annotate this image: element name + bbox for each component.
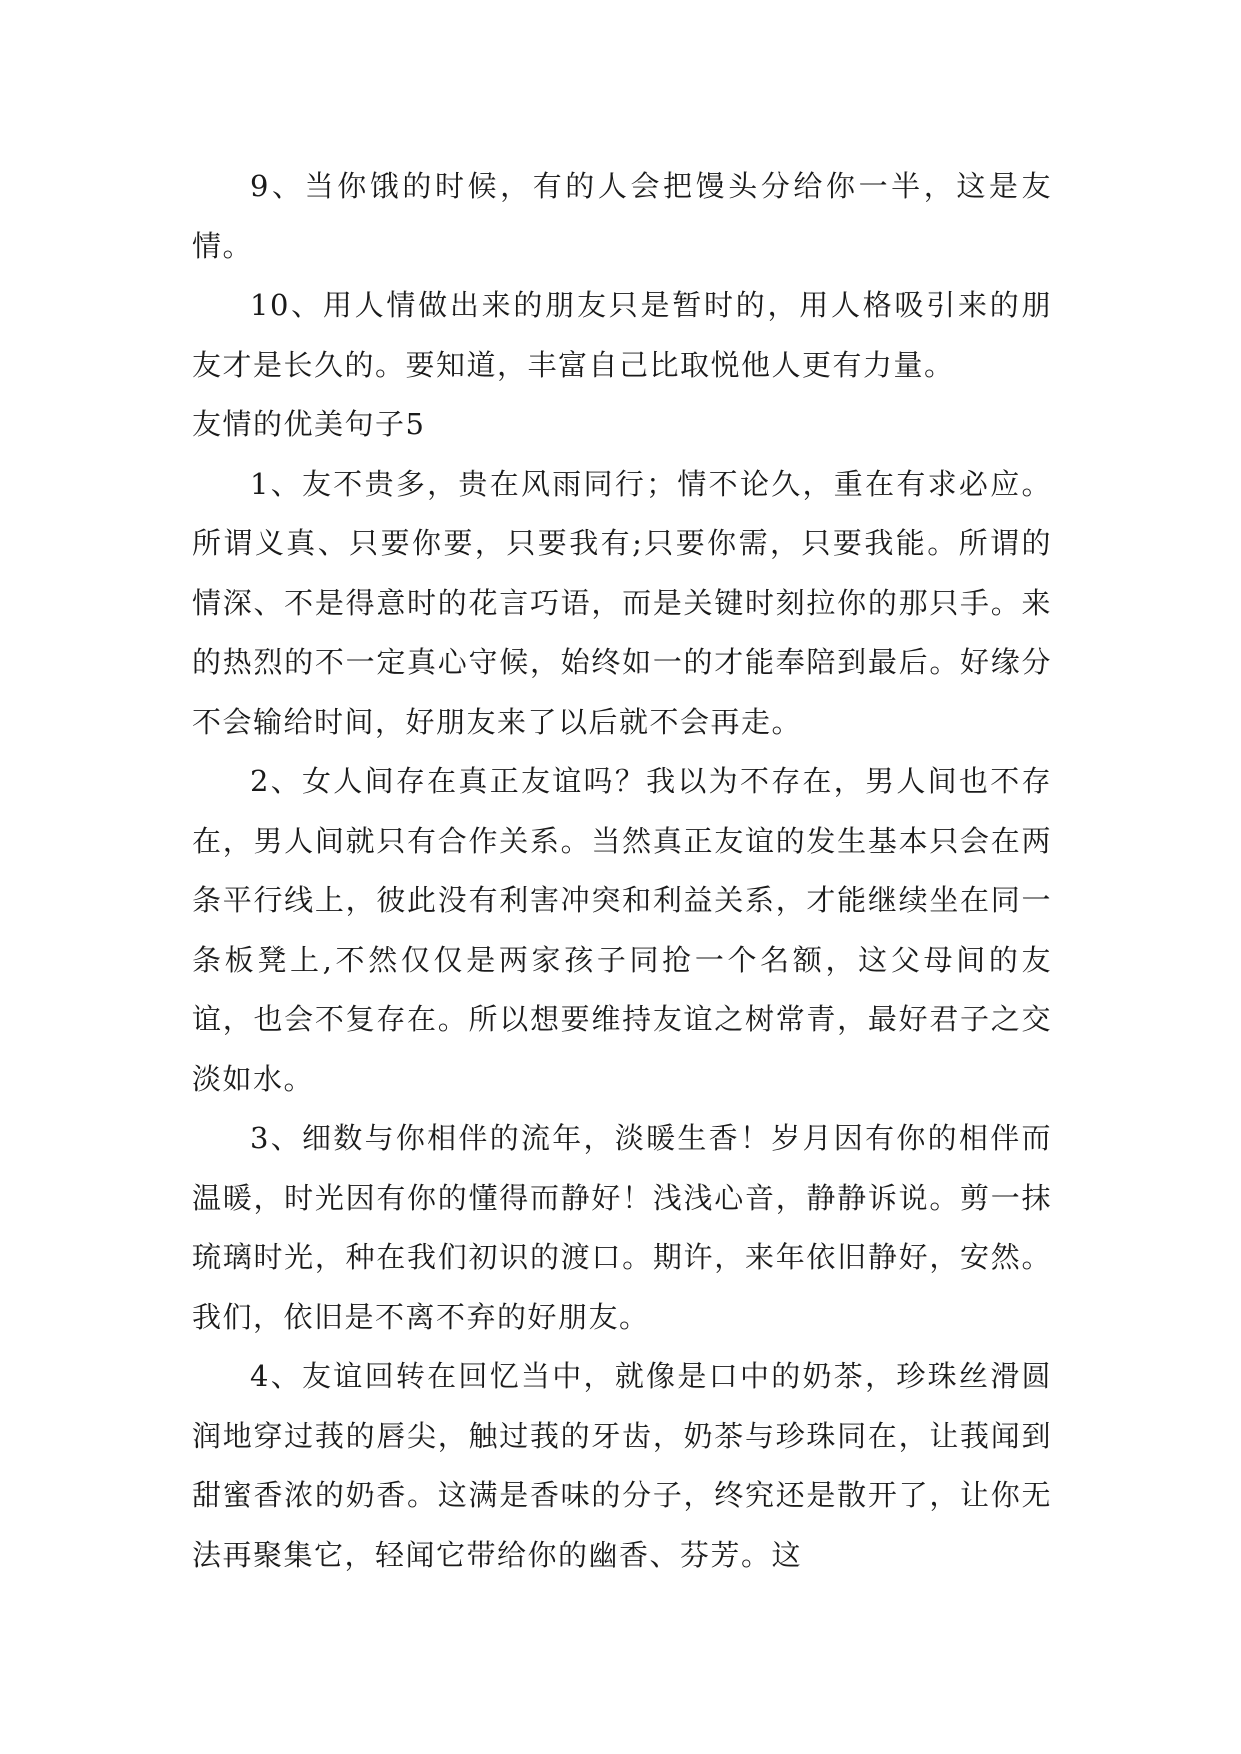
paragraph-9: 9、当你饿的时候，有的人会把馒头分给你一半，这是友情。 — [192, 169, 1052, 263]
section-paragraph-3: 3、细数与你相伴的流年，淡暖生香！岁月因有你的相伴而温暖，时光因有你的懂得而静好！浅浅心音，静静诉说。剪一抹琉璃时光，种在我们初识的渡口。期许，来年依旧静好，安然。我们，依旧是不离不弃的好朋友。 — [192, 1121, 1052, 1334]
section-paragraph-1: 1、友不贵多，贵在风雨同行；情不论久，重在有求必应。所谓义真、只要你要，只要我有;只要你需，只要我能。所谓的情深、不是得意时的花言巧语，而是关键时刻拉你的那只手。来的热烈的不一定真心守候，始终如一的才能奉陪到最后。好缘分不会输给时间，好朋友来了以后就不会再走。 — [192, 466, 1052, 739]
paragraph-10: 10、用人情做出来的朋友只是暂时的，用人格吸引来的朋友才是长久的。要知道，丰富自己比取悦他人更有力量。 — [192, 288, 1052, 382]
section-heading: 友情的优美句子5 — [192, 407, 426, 441]
section-paragraph-4: 4、友谊回转在回忆当中，就像是口中的奶茶，珍珠丝滑圆润地穿过莪的唇尖，触过莪的牙齿，奶茶与珍珠同在，让莪闻到甜蜜香浓的奶香。这满是香味的分子，终究还是散开了，让你无法再聚集它，轻闻它带给你的幽香、芬芳。这 — [192, 1359, 1052, 1572]
section-paragraph-2: 2、女人间存在真正友谊吗？我以为不存在，男人间也不存在，男人间就只有合作关系。当然真正友谊的发生基本只会在两条平行线上，彼此没有利害冲突和利益关系，才能继续坐在同一条板凳上,不然仅仅是两家孩子同抢一个名额，这父母间的友谊，也会不复存在。所以想要维持友谊之树常青，最好君子之交淡如水。 — [192, 764, 1052, 1096]
document-body — [192, 157, 1052, 1585]
